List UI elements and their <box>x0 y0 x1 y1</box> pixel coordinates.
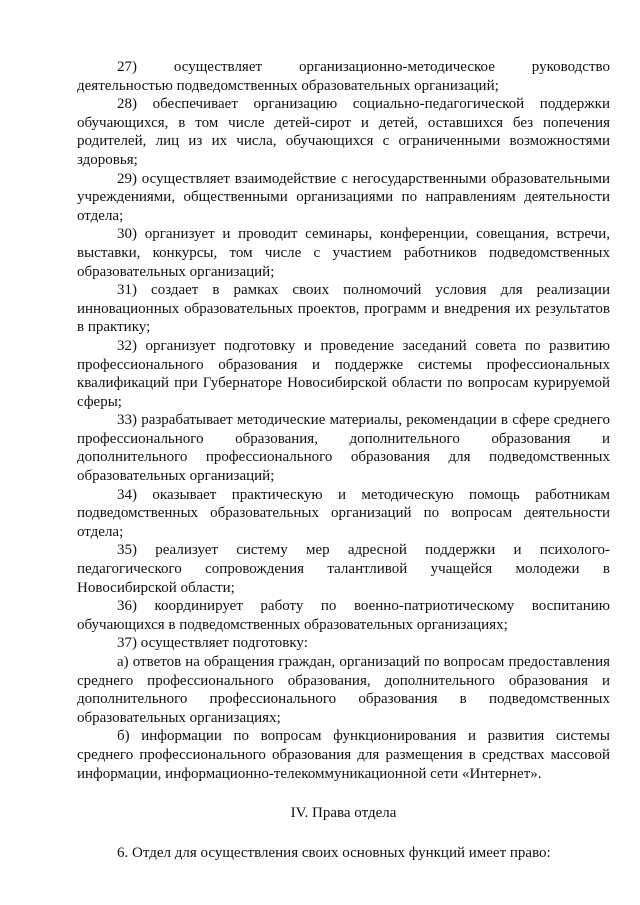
paragraph-item-31: 31) создает в рамках своих полномочий условия для реализации инновационных образовательных проектов, программ и внедрения их результатов в практику; <box>77 282 610 336</box>
document-body <box>77 58 610 862</box>
section-heading: IV. Права отдела <box>290 805 397 822</box>
paragraph-item-27: 27) осуществляет организационно-методическое руководство деятельностью подведомственных образовательных организаций; <box>77 59 610 94</box>
paragraph-item-32: 32) организует подготовку и проведение заседаний совета по развитию профессионального образования и поддержке системы профессиональных квалификаций при Губернаторе Новосибирской области по вопросам курируемой сферы; <box>77 337 610 410</box>
paragraph-item-33: 33) разрабатывает методические материалы, рекомендации в сфере среднего профессионального образования, дополнительного образования и дополнительного профессионального образования для подведомственных образовательных организаций; <box>77 412 610 485</box>
paragraph-item-36: 36) координирует работу по военно-патриотическому воспитанию обучающихся в подведомственных образовательных организациях; <box>77 598 610 633</box>
paragraph-item-29: 29) осуществляет взаимодействие с негосударственными образовательными учреждениями, общественными организациями по направлениям деятельности отдела; <box>77 170 610 224</box>
paragraph-item-34: 34) оказывает практическую и методическую помощь работникам подведомственных образовательных организаций по вопросам деятельности отдела; <box>77 486 610 540</box>
paragraph-item-35: 35) реализует систему мер адресной поддержки и психолого-педагогического сопровождения талантливой учащейся молодежи в Новосибирской области; <box>77 542 610 596</box>
paragraph-item-37: 37) осуществляет подготовку: <box>117 635 308 652</box>
paragraph-item-30: 30) организует и проводит семинары, конференции, совещания, встречи, выставки, конкурсы, том числе с участием работников подведомственных образовательных организаций; <box>77 226 610 280</box>
paragraph-subitem-a: а) ответов на обращения граждан, организаций по вопросам предоставления среднего профессионального образования, дополнительного образования и дополнительного профессионального образования в подведомственных образовательных организациях; <box>77 654 610 726</box>
paragraph-item-28: 28) обеспечивает организацию социально-педагогической поддержки обучающихся, в том числе детей-сирот и детей, оставшихся без попечения родителей, лиц из их числа, обучающихся с ограниченными возможностями здоровья; <box>77 96 610 168</box>
paragraph-subitem-b: б) информации по вопросам функционирования и развития системы среднего профессионального образования для размещения в средствах массовой информации, информационно-телекоммуникационной сети «Интернет». <box>77 728 610 782</box>
paragraph-item-6: 6. Отдел для осуществления своих основных функций имеет право: <box>117 844 551 861</box>
